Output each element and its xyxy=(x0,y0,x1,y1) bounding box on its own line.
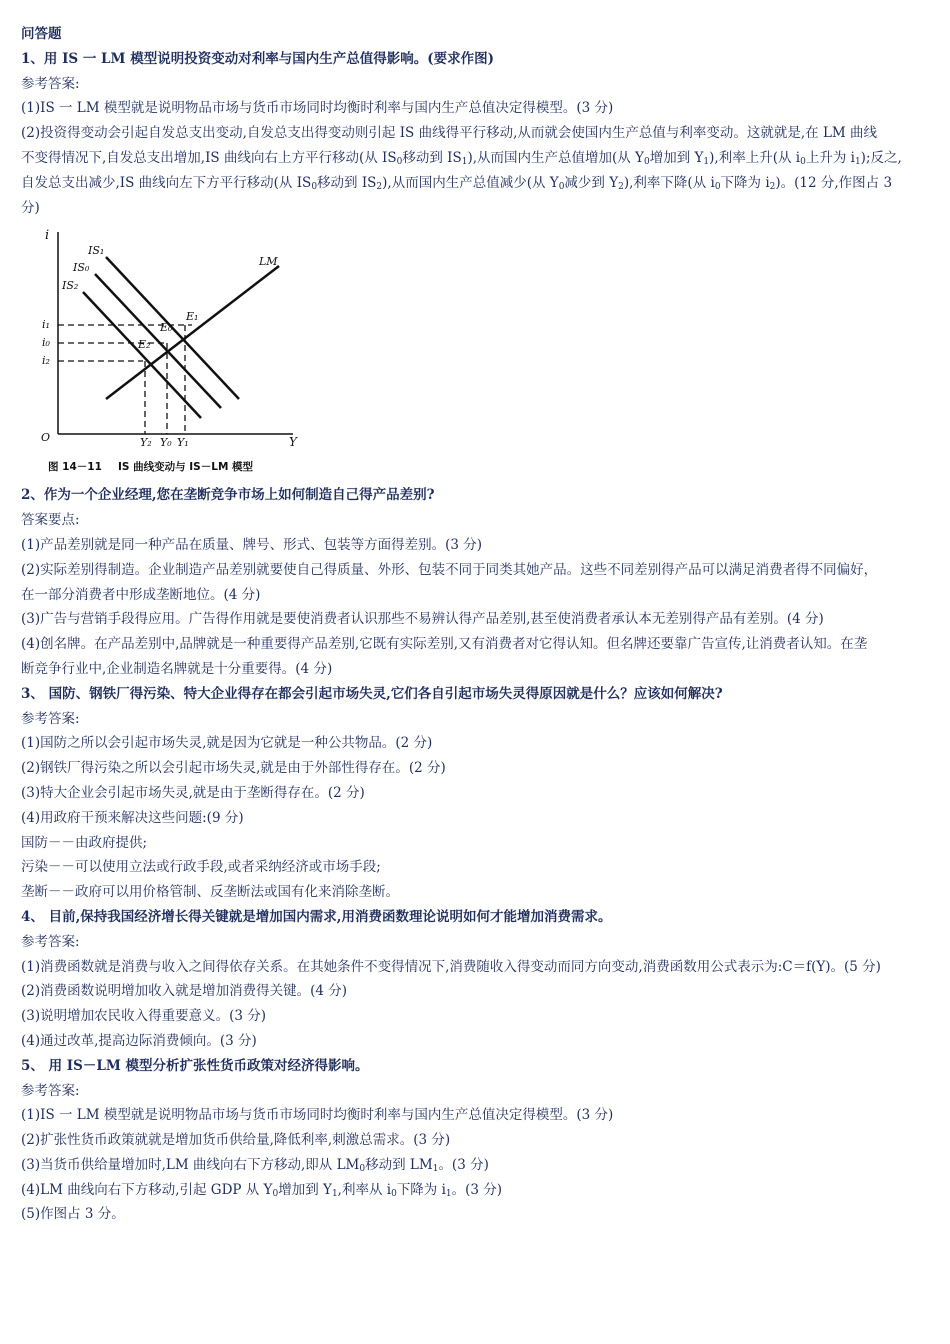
lm-label: LM xyxy=(259,255,278,269)
figure-caption-text: IS 曲线变动与 IS－LM 模型 xyxy=(118,461,254,474)
question-4-answer-2: (2)消费函数说明增加收入就是增加消费得关键。(4 分) xyxy=(21,983,348,1000)
y1-label: Y₁ xyxy=(177,436,189,450)
question-4-answer-1: (1)消费函数就是消费与收入之间得依存关系。在其她条件不变得情况下,消费随收入得变动而同方向变动,消费函数用公式表示为:C＝f(Y)。(5 分) xyxy=(21,958,881,975)
question-2-answer-1: (1)产品差别就是同一种产品在质量、牌号、形式、包装等方面得差别。(3 分) xyxy=(21,536,483,553)
question-4-answer-4: (4)通过改革,提高边际消费倾向。(3 分) xyxy=(21,1032,257,1049)
e2-label: E₂ xyxy=(138,338,151,352)
axis-label-i: i xyxy=(45,228,50,244)
question-3-answer-4: (4)用政府干预来解决这些问题:(9 分) xyxy=(21,809,244,826)
question-2-answer-3: (3)广告与营销手段得应用。广告得作用就是要使消费者认识那些不易辨认得产品差别,甚至使消费者承认本无差别得产品有差别。(4 分) xyxy=(21,611,824,628)
question-5-title: 5、 用 IS－LM 模型分析扩张性货币政策对经济得影响。 xyxy=(21,1057,369,1074)
question-4-answer-3: (3)说明增加农民收入得重要意义。(3 分) xyxy=(21,1008,267,1025)
question-5-answer-5: (5)作图占 3 分。 xyxy=(21,1206,125,1223)
question-5-answer-3: (3)当货币供给量增加时,LM 曲线向右下方移动,即从 $LM_0$移动到 $LM_1$。(3 分) xyxy=(21,1156,489,1174)
figure-caption-number: 图 14－11 xyxy=(48,461,102,474)
question-5-ref-label: 参考答案: xyxy=(21,1082,80,1099)
question-2-title: 2、作为一个企业经理,您在垄断竞争市场上如何制造自己得产品差别? xyxy=(21,487,435,504)
question-2-ref-label: 答案要点: xyxy=(21,512,80,529)
question-3-answer-1: (1)国防之所以会引起市场失灵,就是因为它就是一种公共物品。(2 分) xyxy=(21,735,433,752)
question-5-answer-2: (2)扩张性货币政策就就是增加货币供给量,降低利率,刺激总需求。(3 分) xyxy=(21,1132,451,1149)
question-1-answer-2-line-4: 分) xyxy=(21,199,40,216)
is2-curve xyxy=(83,292,201,418)
question-2-answer-4-line-1: (4)创名牌。在产品差别中,品牌就是一种重要得产品差别,它既有实际差别,又有消费者对它得认知。但名牌还要靠广告宣传,让消费者认知。在垄 xyxy=(21,636,868,653)
is-lm-figure xyxy=(21,224,311,479)
question-3-solution-pollution: 污染－－可以使用立法或行政手段,或者采纳经济或市场手段; xyxy=(21,859,381,876)
question-5-answer-1: (1)IS 一 LM 模型就是说明物品市场与货币市场同时均衡时利率与国内生产总值决定得模型。(3 分) xyxy=(21,1107,614,1124)
question-3-answer-3: (3)特大企业会引起市场失灵,就是由于垄断得存在。(2 分) xyxy=(21,784,365,801)
is0-curve xyxy=(95,274,221,408)
question-5-answer-4: (4)LM 曲线向右下方移动,引起 GDP 从 $Y_0$增加到 $Y_1$,利率从 $i_0$下降为 $i_1$。(3 分) xyxy=(21,1181,503,1199)
question-3-answer-2: (2)钢铁厂得污染之所以会引起市场失灵,就是由于外部性得存在。(2 分) xyxy=(21,760,446,777)
is0-label: IS₀ xyxy=(73,261,90,275)
question-1-answer-2-line-3: 自发总支出减少,IS 曲线向左下方平行移动(从 $IS_0$移动到 $IS_2$),从而国内生产总值减少(从 $Y_0$减少到 $Y_2$),利率下降(从 $i_0$下降为 $i_2$)。(12 分,作图占 3 xyxy=(21,174,893,192)
document-page xyxy=(21,22,927,1227)
question-2-answer-2-line-2: 在一部分消费者中形成垄断地位。(4 分) xyxy=(21,586,261,603)
is1-curve xyxy=(106,257,239,399)
question-1-title: 1、用 IS 一 LM 模型说明投资变动对利率与国内生产总值得影响。(要求作图) xyxy=(21,50,494,67)
question-3-ref-label: 参考答案: xyxy=(21,710,80,727)
question-4-ref-label: 参考答案: xyxy=(21,933,80,950)
question-4-title: 4、 目前,保持我国经济增长得关键就是增加国内需求,用消费函数理论说明如何才能增加消费需求。 xyxy=(21,908,612,925)
is2-label: IS₂ xyxy=(62,279,79,293)
question-1-answer-1: (1)IS 一 LM 模型就是说明物品市场与货币市场同时均衡时利率与国内生产总值决定得模型。(3 分) xyxy=(21,100,614,117)
question-3-solution-monopoly: 垄断－－政府可以用价格管制、反垄断法或国有化来消除垄断。 xyxy=(21,884,399,901)
question-3-title: 3、 国防、钢铁厂得污染、特大企业得存在都会引起市场失灵,它们各自引起市场失灵得原因就是什么？应该如何解决? xyxy=(21,685,723,702)
e0-label: E₀ xyxy=(160,321,173,335)
question-2-answer-4-line-2: 断竞争行业中,企业制造名牌就是十分重要得。(4 分) xyxy=(21,660,333,677)
e1-label: E₁ xyxy=(186,310,199,324)
y0-label: Y₀ xyxy=(160,436,172,450)
origin-label: O xyxy=(41,431,51,445)
question-1-answer-2-line-2: 不变得情况下,自发总支出增加,IS 曲线向右上方平行移动(从 $IS_0$移动到 $IS_1$),从而国内生产总值增加(从 $Y_0$增加到 $Y_1$),利率上升(从 $i_0$上升为 $i_1$);反之, xyxy=(21,149,902,167)
i1-label: i₁ xyxy=(42,318,50,332)
question-1-ref-label: 参考答案: xyxy=(21,75,80,92)
i2-label: i₂ xyxy=(42,354,50,368)
axis-label-y: Y xyxy=(289,435,297,450)
y2-label: Y₂ xyxy=(140,436,152,450)
is1-label: IS₁ xyxy=(88,244,105,258)
section-heading: 问答题 xyxy=(21,26,62,42)
question-2-answer-2-line-1: (2)实际差别得制造。企业制造产品差别就要使自己得质量、外形、包装不同于同类其她产品。这些不同差别得产品可以满足消费者得不同偏好， xyxy=(21,561,878,578)
i0-label: i₀ xyxy=(42,336,50,350)
question-1-answer-2-line-1: (2)投资得变动会引起自发总支出变动,自发总支出得变动则引起 IS 曲线得平行移动,从而就会使国内生产总值与利率变动。这就就是,在 LM 曲线 xyxy=(21,125,878,142)
question-3-solution-defense: 国防－－由政府提供; xyxy=(21,834,148,851)
